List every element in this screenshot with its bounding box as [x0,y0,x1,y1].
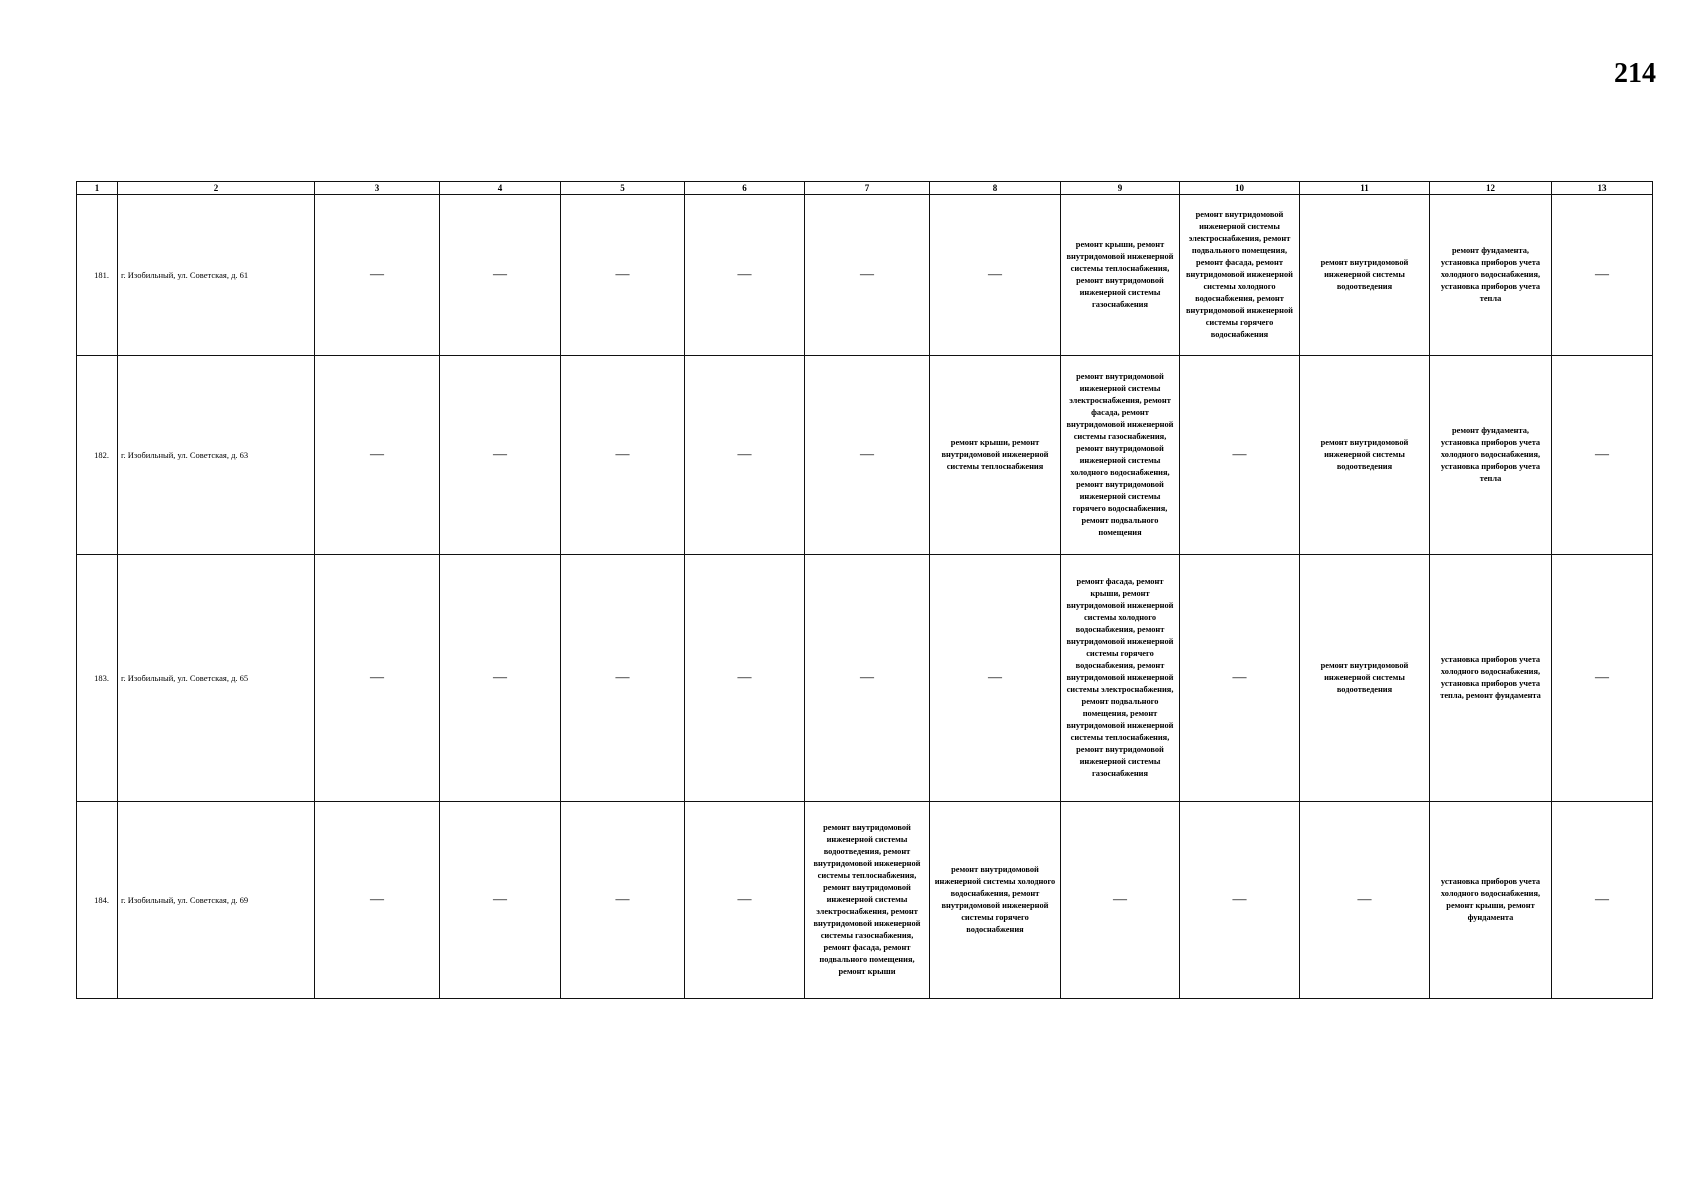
table-row [77,356,1653,555]
cell-col-11 [1300,356,1430,555]
cell-col-5 [561,195,685,356]
row-number: 184. [77,802,118,999]
cell-col-6 [685,555,805,802]
cell-col-8 [930,555,1061,802]
cell-col-3 [315,195,440,356]
work-description: ремонт внутридомовой инженерной системы водоотведения [1320,438,1409,471]
cell-col-7 [805,555,930,802]
cell-col-8 [930,356,1061,555]
empty-dash: — [493,266,507,282]
cell-col-11 [1300,195,1430,356]
empty-dash: — [615,669,630,685]
cell-col-11 [1300,802,1430,999]
work-description: ремонт внутридомовой инженерной системы водоотведения, ремонт внутридомовой инженерной системы теплоснабжения, ремонт внутридомовой инженерной системы электроснабжения, ремонт внутридомовой инженерной системы газоснабжения, ремонт фасада, ремонт подвального помещения, ремонт крыши [813,823,921,976]
cell-col-9 [1061,356,1180,555]
row-address: г. Изобильный, ул. Советская, д. 61 [118,195,315,356]
repair-schedule-table [76,181,1653,999]
cell-col-13 [1552,555,1653,802]
empty-dash: — [615,891,630,907]
cell-col-11 [1300,555,1430,802]
empty-dash: — [370,669,384,685]
cell-col-12 [1430,802,1552,999]
empty-dash: — [370,446,384,462]
table-row [77,555,1653,802]
empty-dash: — [1595,446,1609,462]
page-number: 214 [1614,58,1656,89]
work-description: ремонт внутридомовой инженерной системы холодного водоснабжения, ремонт внутридомовой инженерной системы горячего водоснабжения [934,865,1056,934]
empty-dash: — [860,669,874,685]
cell-col-12 [1430,356,1552,555]
row-address: г. Изобильный, ул. Советская, д. 63 [118,356,315,555]
table-row [77,195,1653,356]
column-header-9: 9 [1061,182,1180,195]
row-address: г. Изобильный, ул. Советская, д. 65 [118,555,315,802]
repair-schedule-table-wrap [76,181,1652,999]
cell-col-3 [315,802,440,999]
cell-col-4 [440,356,561,555]
cell-col-10 [1180,555,1300,802]
empty-dash: — [615,266,630,282]
empty-dash: — [1595,266,1609,282]
empty-dash: — [737,669,752,685]
work-description: ремонт крыши, ремонт внутридомовой инженерной системы теплоснабжения, ремонт внутридомовой инженерной системы газоснабжения [1066,240,1174,309]
cell-col-7 [805,356,930,555]
empty-dash: — [1113,891,1127,907]
work-description: ремонт внутридомовой инженерной системы водоотведения [1320,661,1409,694]
cell-col-12 [1430,555,1552,802]
cell-col-6 [685,802,805,999]
column-header-1: 1 [77,182,118,195]
cell-col-8 [930,802,1061,999]
empty-dash: — [988,669,1002,685]
cell-col-8 [930,195,1061,356]
row-number: 183. [77,555,118,802]
work-description: ремонт фундамента, установка приборов учета холодного водоснабжения, установка приборов учета тепла [1440,426,1541,483]
empty-dash: — [615,446,630,462]
table-header [77,182,1653,195]
empty-dash: — [860,266,874,282]
empty-dash: — [370,266,384,282]
empty-dash: — [493,446,507,462]
empty-dash: — [737,266,752,282]
empty-dash: — [370,891,384,907]
cell-col-10 [1180,802,1300,999]
empty-dash: — [493,891,507,907]
cell-col-9 [1061,555,1180,802]
empty-dash: — [1232,446,1247,462]
cell-col-4 [440,555,561,802]
cell-col-4 [440,802,561,999]
empty-dash: — [737,446,752,462]
empty-dash: — [493,669,507,685]
cell-col-6 [685,195,805,356]
cell-col-12 [1430,195,1552,356]
empty-dash: — [860,446,874,462]
work-description: ремонт внутридомовой инженерной системы водоотведения [1320,258,1409,291]
column-header-13: 13 [1552,182,1653,195]
column-header-8: 8 [930,182,1061,195]
empty-dash: — [1357,891,1372,907]
work-description: установка приборов учета холодного водоснабжения, ремонт крыши, ремонт фундамента [1440,877,1541,922]
empty-dash: — [1232,669,1247,685]
column-header-2: 2 [118,182,315,195]
cell-col-4 [440,195,561,356]
column-header-7: 7 [805,182,930,195]
cell-col-10 [1180,356,1300,555]
work-description: ремонт внутридомовой инженерной системы электроснабжения, ремонт подвального помещения, ремонт фасада, ремонт внутридомовой инженерной системы холодного водоснабжения, ремонт внутридомовой инженерной системы горячего водоснабжения [1185,210,1293,339]
row-address: г. Изобильный, ул. Советская, д. 69 [118,802,315,999]
column-header-4: 4 [440,182,561,195]
cell-col-6 [685,356,805,555]
cell-col-9 [1061,195,1180,356]
row-number: 181. [77,195,118,356]
empty-dash: — [1232,891,1247,907]
cell-col-13 [1552,356,1653,555]
cell-col-3 [315,555,440,802]
empty-dash: — [737,891,752,907]
cell-col-5 [561,555,685,802]
work-description: установка приборов учета холодного водоснабжения, установка приборов учета тепла, ремонт фундамента [1440,655,1541,700]
column-header-12: 12 [1430,182,1552,195]
empty-dash: — [988,266,1002,282]
cell-col-13 [1552,195,1653,356]
column-header-5: 5 [561,182,685,195]
work-description: ремонт внутридомовой инженерной системы электроснабжения, ремонт фасада, ремонт внутридомовой инженерной системы газоснабжения, ремонт внутридомовой инженерной системы холодного водоснабжения, ремонт внутридомовой инженерной системы горячего водоснабжения, ремонт подвального помещения [1066,372,1174,537]
table-row [77,802,1653,999]
column-header-10: 10 [1180,182,1300,195]
empty-dash: — [1595,891,1609,907]
work-description: ремонт фундамента, установка приборов учета холодного водоснабжения, установка приборов учета тепла [1440,246,1541,303]
cell-col-3 [315,356,440,555]
cell-col-5 [561,356,685,555]
cell-col-5 [561,802,685,999]
column-header-6: 6 [685,182,805,195]
column-header-3: 3 [315,182,440,195]
cell-col-7 [805,802,930,999]
column-header-11: 11 [1300,182,1430,195]
empty-dash: — [1595,669,1609,685]
cell-col-7 [805,195,930,356]
work-description: ремонт крыши, ремонт внутридомовой инженерной системы теплоснабжения [941,438,1049,471]
table-body [77,195,1653,999]
row-number: 182. [77,356,118,555]
cell-col-9 [1061,802,1180,999]
cell-col-10 [1180,195,1300,356]
work-description: ремонт фасада, ремонт крыши, ремонт внутридомовой инженерной системы холодного водоснабжения, ремонт внутридомовой инженерной системы горячего водоснабжения, ремонт внутридомовой инженерной системы электроснабжения, ремонт подвального помещения, ремонт внутридомовой инженерной системы теплоснабжения, ремонт внутридомовой инженерной системы газоснабжения [1066,577,1174,778]
cell-col-13 [1552,802,1653,999]
